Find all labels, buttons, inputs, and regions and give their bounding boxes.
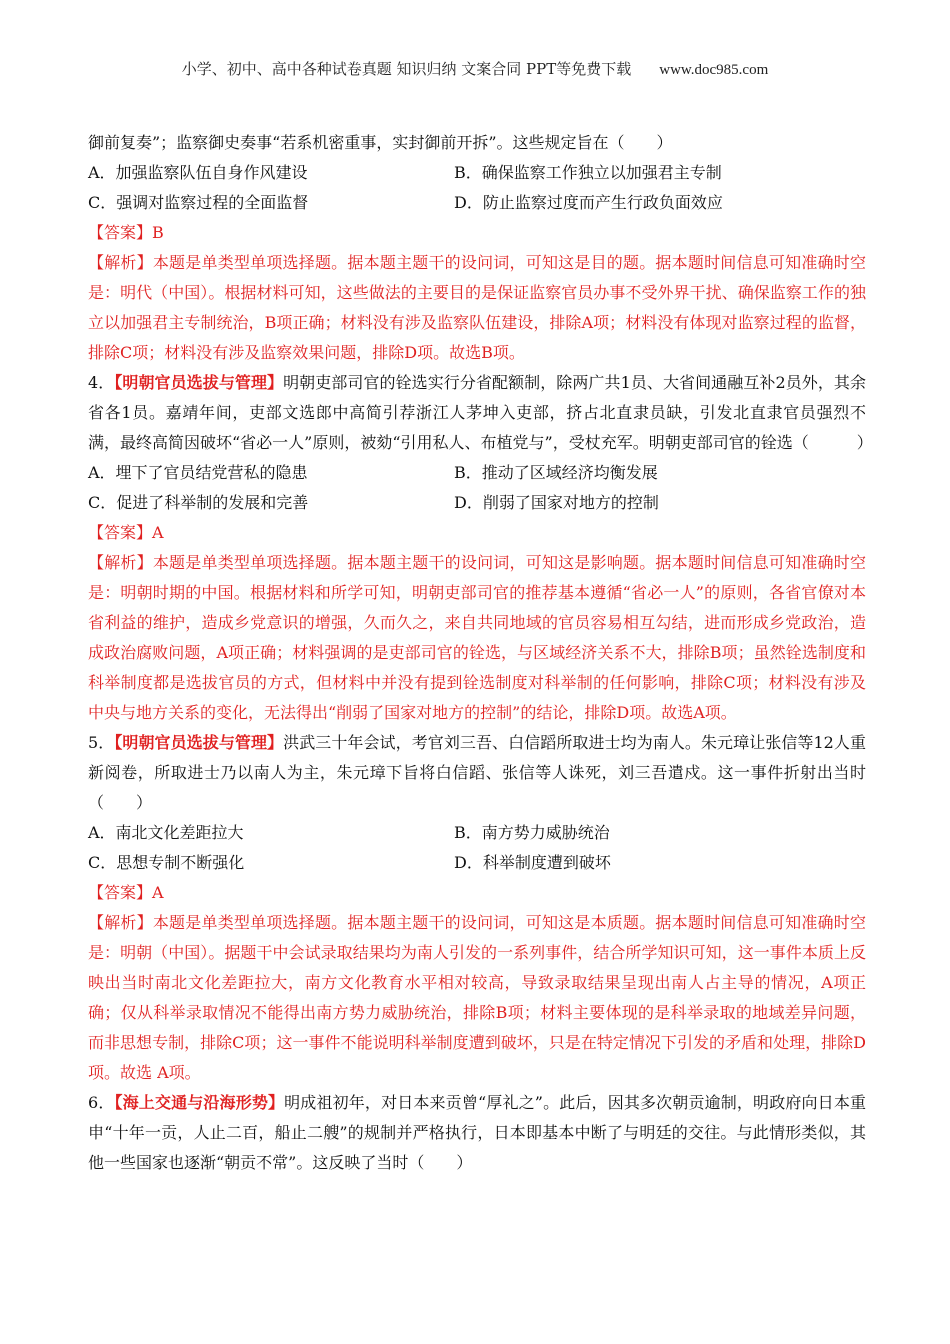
q4-stem: 明朝吏部司官的铨选实行分省配额制，除两广共1员、大省间通融互补2员外，其余省各1员。嘉靖年间，吏部文选郎中高简引荐浙江人茅坤入吏部，挤占北直隶员缺，引发北直隶官员强烈不满，最终高简因破坏“省必一人”原则，被劾“引用私人、布植党与”，受杖充军。明朝吏部司官的铨选（ ） [88, 373, 873, 452]
q5-topic-tag: 【明朝官员选拔与管理】 [114, 733, 284, 752]
q4-analysis: 【解析】本题是单类型单项选择题。据本题主题干的设问词，可知这是影响题。据本题时间信息可知准确时空是：明朝时期的中国。根据材料和所学可知，明朝吏部司官的推荐基本遵循“省必一人”的原则，各省官僚对本省利益的维护，造成乡党意识的增强，久而久之，来自共同地域的官员容易相互勾结，进而形成乡党政治，造成政治腐败问题，A项正确；材料强调的是吏部司官的铨选，与区域经济关系不大，排除B项；虽然铨选制度和科举制度都是选拔官员的方式，但材料中并没有提到铨选制度对科举制的任何影响，排除C项；材料没有涉及中央与地方关系的变化，无法得出“削弱了国家对地方的控制”的结论，排除D项。故选A项。 [88, 553, 866, 722]
q4-topic-tag: 【明朝官员选拔与管理】 [114, 373, 284, 392]
q4-number: 4． [88, 373, 115, 392]
q3-option-c: C．强调对监察过程的全面监督 [88, 193, 309, 212]
q4-stem-paragraph [88, 368, 873, 458]
q5-option-c: C．思想专制不断强化 [88, 853, 245, 872]
q4-option-d: D．削弱了国家对地方的控制 [454, 493, 659, 512]
q5-stem-paragraph [88, 728, 866, 818]
q3-analysis: 【解析】本题是单类型单项选择题。据本题主题干的设问词，可知这是目的题。据本题时间信息可知准确时空是：明代（中国）。根据材料可知，这些做法的主要目的是保证监察官员办事不受外界干扰、确保监察工作的独立以加强君主专制统治，B项正确；材料没有涉及监察队伍建设，排除A项；材料没有体现对监察过程的监督，排除C项；材料没有涉及监察效果问题，排除D项。故选B项。 [88, 253, 866, 362]
q5-option-d: D．科举制度遭到破坏 [454, 853, 611, 872]
q6-stem: 明成祖初年，对日本来贡曾“厚礼之”。此后，因其多次朝贡逾制，明政府向日本重申“十年一贡，人止二百，船止二艘”的规制并严格执行，日本即基本中断了与明廷的交往。与此情形类似，其他一些国家也逐渐“朝贡不常”。这反映了当时（ ） [88, 1093, 866, 1172]
q5-options [88, 818, 866, 878]
q3-options [88, 158, 866, 218]
q4-option-c: C．促进了科举制的发展和完善 [88, 493, 309, 512]
header-text: 小学、初中、高中各种试卷真题 知识归纳 文案合同 PPT等免费下载 [181, 60, 632, 78]
q4-option-a: A．埋下了官员结党营私的隐患 [88, 463, 308, 482]
q5-option-a: A．南北文化差距拉大 [88, 823, 244, 842]
q5-option-b: B．南方势力威胁统治 [454, 823, 610, 842]
q6-stem-paragraph [88, 1088, 866, 1178]
q5-number: 5． [88, 733, 115, 752]
q3-stem-tail: 御前复奏”；监察御史奏事“若系机密重事，实封御前开拆”。这些规定旨在（ ） [88, 133, 673, 152]
q5-stem: 洪武三十年会试，考官刘三吾、白信蹈所取进士均为南人。朱元璋让张信等12人重新阅卷，所取进士乃以南人为主，朱元璋下旨将白信蹈、张信等人诛死，刘三吾遣戍。这一事件折射出当时（ ） [88, 733, 866, 812]
q4-option-b: B．推动了区域经济均衡发展 [454, 463, 658, 482]
q3-answer: 【答案】B [88, 223, 164, 242]
q3-option-b: B．确保监察工作独立以加强君主专制 [454, 163, 722, 182]
page-header [0, 58, 950, 79]
q4-answer: 【答案】A [88, 523, 164, 542]
q3-option-a: A．加强监察队伍自身作风建设 [88, 163, 308, 182]
document-body [88, 128, 873, 1178]
q6-number: 6． [88, 1093, 115, 1112]
q5-analysis: 【解析】本题是单类型单项选择题。据本题主题干的设问词，可知这是本质题。据本题时间信息可知准确时空是：明朝（中国）。据题干中会试录取结果均为南人引发的一系列事件，结合所学知识可知，这一事件本质上反映出当时南北文化差距拉大，南方文化教育水平相对较高，导致录取结果呈现出南人占主导的情况，A项正确；仅从科举录取情况不能得出南方势力威胁统治，排除B项；材料主要体现的是科举录取的地域差异问题，而非思想专制，排除C项；这一事件不能说明科举制度遭到破坏，只是在特定情况下引发的矛盾和处理，排除D项。故选 A项。 [88, 913, 866, 1082]
q6-topic-tag: 【海上交通与沿海形势】 [114, 1093, 285, 1112]
q3-option-d: D．防止监察过度而产生行政负面效应 [454, 193, 723, 212]
q5-answer: 【答案】A [88, 883, 164, 902]
header-site-link[interactable]: www.doc985.com [659, 62, 769, 78]
q4-options [88, 458, 866, 518]
